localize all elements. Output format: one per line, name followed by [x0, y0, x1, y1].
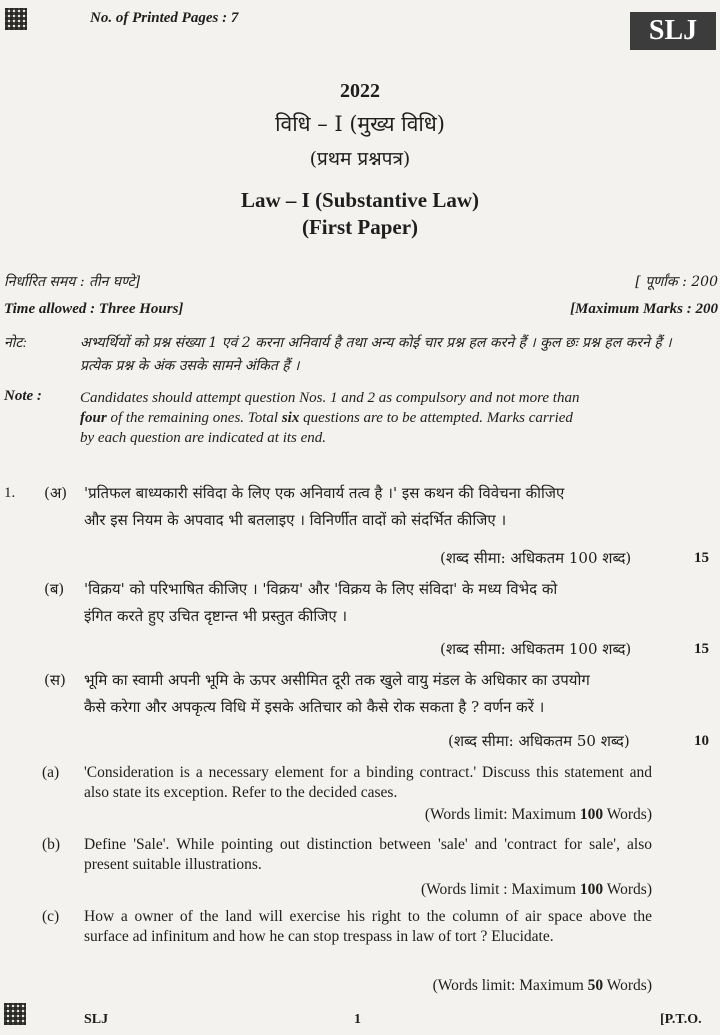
time-allowed-hindi: निर्धारित समय : तीन घण्टे] — [4, 274, 141, 290]
part-label-hi-b: (ब) — [44, 580, 65, 598]
marks-hi-c: 10 — [694, 733, 709, 749]
part-label-en-b: (b) — [42, 836, 61, 853]
note-line-3: by each question are indicated at its end. — [80, 430, 327, 446]
part-label-en-a: (a) — [42, 764, 60, 781]
part-hi-c-line-1: भूमि का स्वामी अपनी भूमि के ऊपर असीमित दूरी तक खुले वायु मंडल के अधिकार का उपयोग — [84, 671, 590, 689]
part-hi-b-line-1: 'विक्रय' को परिभाषित कीजिए । 'विक्रय' और 'विक्रय के लिए संविदा' के मध्य विभेद को — [84, 580, 558, 598]
part-text-en-c: How a owner of the land will exercise his right to the column of air space above the surface ad infinitum and how he can stop trespass in law of tort ? Elucidate. — [84, 908, 652, 945]
qr-code-icon — [5, 8, 27, 30]
part-hi-a-line-1: 'प्रतिफल बाध्यकारी संविदा के लिए एक अनिवार्य तत्व है ।' इस कथन की विवेचना कीजिए — [84, 484, 565, 502]
word-limit-en-c-post: Words) — [603, 977, 652, 994]
word-limit-en-c-num: 50 — [587, 977, 604, 994]
note-line-2 — [80, 408, 695, 428]
word-limit-hi-b: (शब्द सीमा: अधिकतम 100 शब्द) — [440, 640, 632, 658]
footer-paper-code: SLJ — [84, 1012, 109, 1027]
part-text-en-a: 'Consideration is a necessary element for a binding contract.' Discuss this statement and also state its exception. Refer to the decided cases. — [84, 764, 652, 801]
word-limit-en-a — [425, 805, 652, 825]
note-line-2-b: questions are to be attempted. Marks carried — [299, 410, 573, 426]
exam-year: 2022 — [340, 80, 380, 102]
note-bold-six: six — [281, 410, 300, 426]
part-text-hi-c — [84, 667, 704, 721]
max-marks-hindi: [ पूर्णांक : 200 — [635, 274, 718, 290]
part-hi-a-line-2: और इस नियम के अपवाद भी बतलाइए । विनिर्णीत वादों को संदर्भित कीजिए । — [84, 511, 507, 529]
english-subtitle: (First Paper) — [301, 215, 419, 239]
marks-hi-a: 15 — [694, 550, 709, 566]
marks-hi-b: 15 — [694, 641, 709, 657]
word-limit-en-b-post: Words) — [603, 881, 652, 898]
word-limit-hi-c: (शब्द सीमा: अधिकतम 50 शब्द) — [448, 732, 630, 750]
part-label-hi-c: (स) — [44, 671, 66, 689]
word-limit-hi-a: (शब्द सीमा: अधिकतम 100 शब्द) — [440, 549, 632, 567]
max-marks-english: [Maximum Marks : 200 — [570, 301, 718, 317]
word-limit-en-b-num: 100 — [579, 881, 604, 898]
paper-code-badge: SLJ — [630, 12, 716, 50]
word-limit-en-a-pre: (Words limit: Maximum — [424, 806, 580, 823]
hindi-title: विधि – I (मुख्य विधि) — [275, 112, 445, 136]
part-text-hi-a — [84, 480, 704, 534]
part-text-en-b: Define 'Sale'. While pointing out distinction between 'sale' and 'contract for sale', also present suitable illustrations. — [84, 836, 652, 873]
english-title: Law – I (Substantive Law) — [240, 188, 480, 212]
word-limit-en-a-post: Words) — [603, 806, 652, 823]
footer-qr-icon — [4, 1003, 26, 1025]
word-limit-en-c — [433, 976, 652, 996]
printed-pages: No. of Printed Pages : 7 — [90, 10, 239, 26]
word-limit-en-c-pre: (Words limit: Maximum — [432, 977, 588, 994]
note-text-english — [80, 388, 695, 448]
question-number: 1. — [4, 485, 16, 501]
note-label-english: Note : — [4, 388, 42, 404]
page-number: 1 — [354, 1012, 361, 1027]
part-hi-c-line-2: कैसे करेगा और अपकृत्य विधि में इसके अतिचार को कैसे रोक सकता है ? वर्णन करें । — [84, 698, 545, 716]
word-limit-en-b — [421, 880, 652, 900]
part-label-hi-a: (अ) — [44, 484, 68, 502]
note-line-2-a: of the remaining ones. Total — [106, 410, 282, 426]
note-line-1: Candidates should attempt question Nos. 1 and 2 as compulsory and not more than — [80, 390, 580, 406]
word-limit-en-b-pre: (Words limit : Maximum — [420, 881, 580, 898]
time-allowed-english: Time allowed : Three Hours] — [4, 301, 184, 317]
part-hi-b-line-2: इंगित करते हुए उचित दृष्टान्त भी प्रस्तुत कीजिए । — [84, 607, 348, 625]
note-label-hindi: नोट: — [4, 336, 28, 351]
note-text-hindi: अभ्यर्थियों को प्रश्न संख्या 1 एवं 2 करना अनिवार्य है तथा अन्य कोई चार प्रश्न हल करने हैं । कुल छः प्रश्न हल करने हैं । प्रत्येक प्रश्न के अंक उसके सामने अंकित हैं । — [80, 335, 672, 374]
note-bold-four: four — [80, 410, 107, 426]
part-label-en-c: (c) — [42, 908, 60, 925]
please-turn-over: [P.T.O. — [660, 1012, 702, 1027]
word-limit-en-a-num: 100 — [579, 806, 604, 823]
part-text-hi-b — [84, 576, 704, 630]
hindi-subtitle: (प्रथम प्रश्नपत्र) — [309, 148, 411, 170]
